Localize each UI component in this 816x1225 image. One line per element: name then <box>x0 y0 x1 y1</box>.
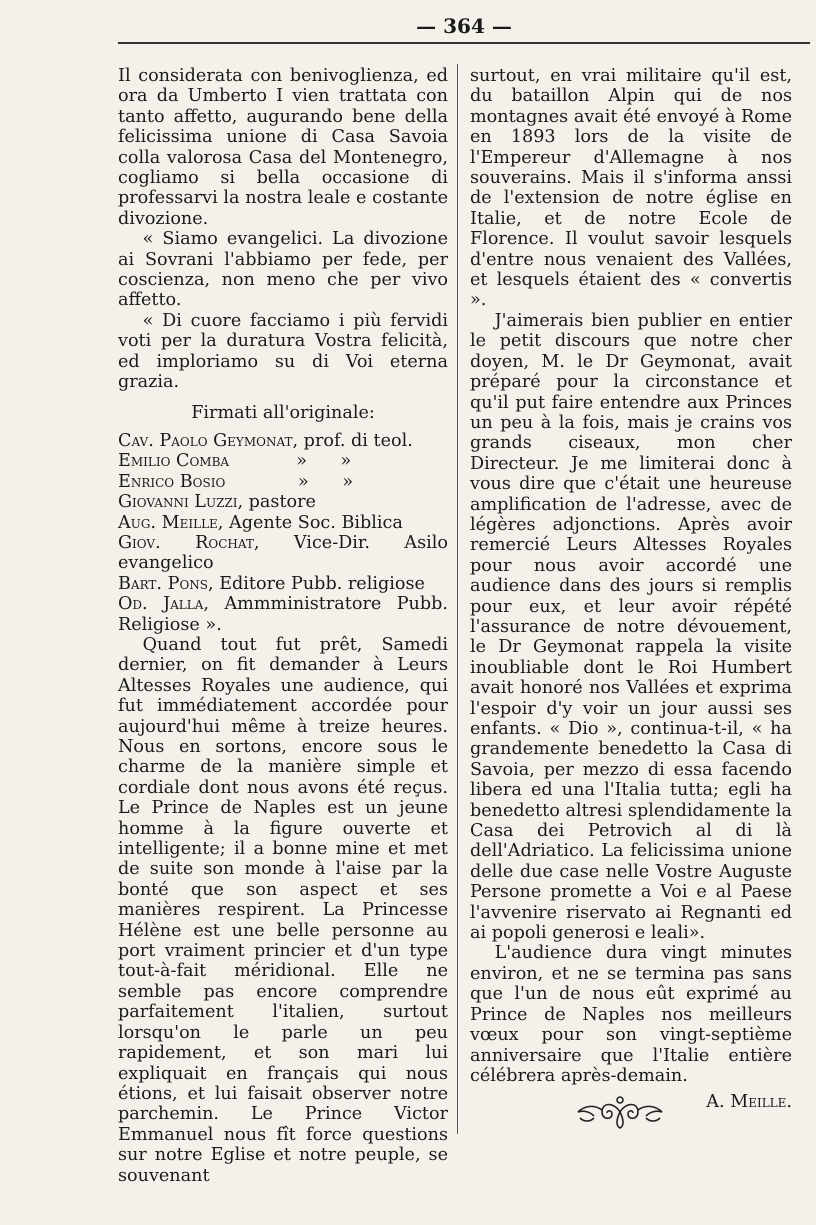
ornament-icon <box>572 1092 668 1132</box>
left-paragraph-1: Il considerata con benivoglienza, ed ora da Umberto I vien trattata con tanto affetto, augurando bene della felicissima unione di Casa Savoia colla valorosa Casa del Montenegro, cogliamo si bella occasione di professarvi la nostra leale e costante divozione. <box>118 66 448 229</box>
author-signature: A. Meille. <box>706 1092 792 1113</box>
left-paragraph-4: Quand tout fut prêt, Samedi dernier, on fit demander à Leurs Altesses Royales une audience, qui fut immédiatement accordée pour aujourd'hui même à treize heures. Nous en sortons, encore sous le charme de la manière simple et cordiale dont nous avons été reçus. Le Prince de Naples est un jeune homme à la figure ouverte et intelligente; il a bonne mine et met de suite son monde à l'aise par la bonté que son aspect et ses manières respirent. La Princesse Hélène est une belle personne au port vraiment princier et d'un type tout-à-fait méridional. Elle ne semble pas encore comprendre parfaitement l'italien, surtout lorsqu'on le parle un peu rapidement, et son mari lui expliquait en français qui nous étions, et lui faisait observer notre parchemin. Le Prince Victor Emmanuel nous fît force questions sur notre Eglise et notre peuple, se souvenant <box>118 634 448 1186</box>
signatory <box>118 451 448 471</box>
signatories-list <box>118 431 448 635</box>
signatory <box>118 533 448 574</box>
right-paragraph-3: L'audience dura vingt minutes environ, et ne se termina pas sans que l'un de nous eût exprimé au Prince de Naples nos meilleurs vœux pour son vingt-septième anniversaire que l'Italie entière célébrera après-demain. <box>470 943 792 1086</box>
signatory-role: Agente Soc. Biblica <box>223 512 403 533</box>
signatory-role: prof. di teol. <box>298 430 413 451</box>
signatory-name: Enrico Bosio <box>118 471 226 492</box>
signatory <box>118 492 448 512</box>
signatory-role: Editore Pubb. religiose <box>213 573 425 594</box>
left-paragraph-2: « Siamo evangelici. La divozione ai Sovrani l'abbiamo per fede, per coscienza, non meno che per vivo affetto. <box>118 229 448 311</box>
signatory <box>118 472 448 492</box>
signatory-role: pastore <box>243 492 316 513</box>
signatory-name: Od. Jalla, <box>118 594 209 615</box>
signatory-name: Aug. Meille, <box>118 512 224 533</box>
right-column <box>470 66 792 1113</box>
signatory <box>118 594 448 635</box>
signatory <box>118 431 448 451</box>
right-paragraph-2: J'aimerais bien publier en entier le petit discours que notre cher doyen, M. le Dr Geymonat, avait préparé pour la circonstance et qu'il put faire entendre aux Princes un peu à la fois, mais je crains vos grands ciseaux, mon cher Directeur. Je me limiterai donc à vous dire que c'était une heureuse amplification de l'adresse, avec de légères adjonctions. Après avoir remercié Leurs Altesses Royales pour nous avoir accordé une audience dans des jours si remplis pour eux, et leur avoir répété l'assurance de notre dévouement, le Dr Geymonat rappela la visite inoubliable dont le Roi Humbert avait honoré nos Vallées et exprima l'espoir d'y voir un jour aussi ses enfants. « Dio », continua-t-il, « ha grandemente benedetto la Casa di Savoia, per mezzo di essa facendo libera ed una l'Italia tutta; egli ha benedetto altresi splendidamente la Casa dei Petrovich al di là dell'Adriatico. La felicissima unione delle due case nelle Vostre Auguste Persone promette a Voi e al Paese l'avvenire riservato ai Regnanti ed ai popoli generosi e leali». <box>470 310 792 944</box>
signatory-name: Giovanni Luzzi, <box>118 492 244 513</box>
left-column <box>118 66 448 1186</box>
column-divider <box>457 64 458 1134</box>
header-rule <box>118 42 810 44</box>
signatory-role: Vice-Dir. Asilo evangelico <box>118 532 448 574</box>
signatory-name: Emilio Comba <box>118 451 230 472</box>
left-paragraph-3: « Di cuore facciamo i più fervidi voti per la duratura Vostra felicità, ed imploriamo su di Voi eterna grazia. <box>118 310 448 393</box>
signatory <box>118 513 448 533</box>
signatory-name: Bart. Pons, <box>118 573 214 594</box>
right-paragraph-1: surtout, en vrai militaire qu'il est, du bataillon Alpin qui de nos montagnes avait été envoyé à Rome en 1893 lors de la visite de l'Empereur d'Allemagne à nos souverains. Mais il s'informa anssi de l'extension de notre église en Italie, et de notre Ecole de Florence. Il voulut savoir lesquels d'entre nous venaient des Vallées, et lesquels étaient des « convertis ». <box>470 66 792 311</box>
signatory-role: » » <box>225 471 354 492</box>
signatory <box>118 574 448 594</box>
signed-heading: Firmati all'originale: <box>191 402 375 423</box>
signatory-name: Giov. Rochat, <box>118 532 260 553</box>
signatory-name: Cav. Paolo Geymonat, <box>118 430 299 451</box>
signatory-role: Ammministratore Pubb. Religiose ». <box>118 594 448 635</box>
signatory-role: » » <box>229 451 352 472</box>
page-number: — 364 — <box>416 14 512 38</box>
